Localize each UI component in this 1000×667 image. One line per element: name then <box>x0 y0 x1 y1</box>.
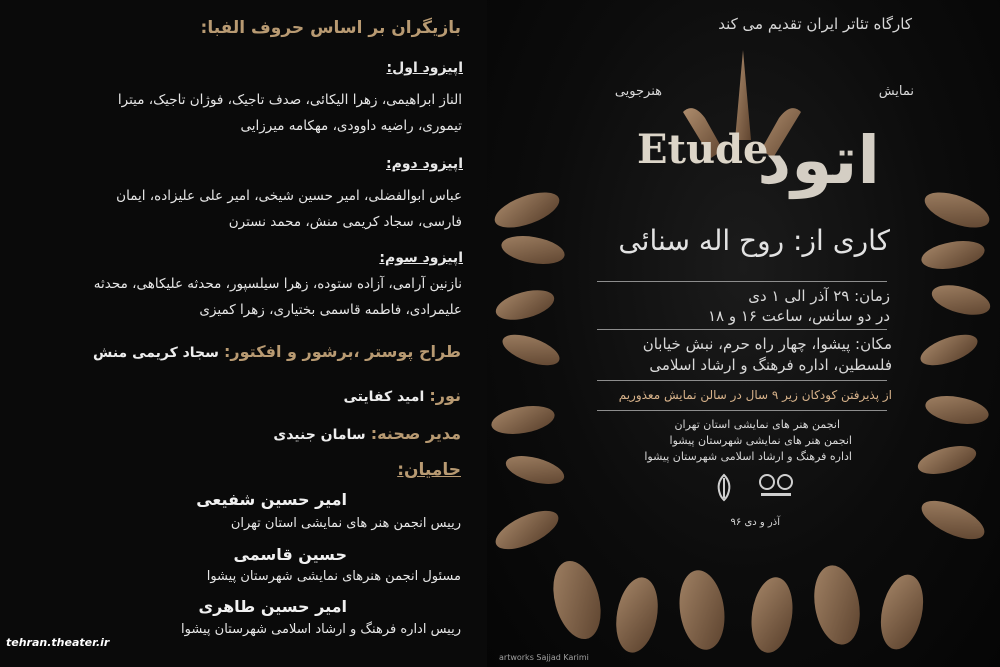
episode-2-line-1: عباس ابوالفضلی، امیر حسین شیخی، امیر علی علیزاده، ایمان <box>116 188 462 204</box>
poster-title-latin: Etude <box>637 126 769 173</box>
watermark: tehran.theater.ir <box>6 636 110 649</box>
cast-heading: بازیگران بر اساس حروف الفبا: <box>200 18 461 38</box>
poster-org-3: اداره فرهنگ و ارشاد اسلامی شهرستان پیشوا <box>644 450 852 463</box>
credit-role: طراح پوستر ،برشور و افکتور: <box>224 342 461 361</box>
episode-1-line-2: تیموری، راضیه داوودی، مهکامه میرزایی <box>240 118 462 134</box>
poster-student-label: هنرجویی <box>614 84 662 99</box>
sponsor-3-name: امیر حسین طاهری <box>198 597 347 616</box>
sponsor-3-title: رییس اداره فرهنگ و ارشاد اسلامی شهرستان پیشوا <box>181 622 461 637</box>
credit-poster-designer <box>93 342 461 361</box>
divider <box>597 410 887 411</box>
association-logo <box>755 472 799 502</box>
episode-1-label: اپیزود اول: <box>386 60 463 76</box>
sponsor-2-name: حسین قاسمی <box>233 545 347 564</box>
sponsors-heading: حامیان: <box>397 460 461 480</box>
episode-2-label: اپیزود دوم: <box>386 156 463 172</box>
credit-stage-manager <box>273 424 461 443</box>
poster-director: کاری از: روح اله سنائی <box>618 224 890 257</box>
poster-presents: کارگاه تئاتر ایران تقدیم می کند <box>718 15 912 33</box>
credit-lighting <box>343 386 461 405</box>
episode-3-label: اپیزود سوم: <box>379 250 463 266</box>
sponsor-1-title: رییس انجمن هنر های نمایشی استان تهران <box>230 516 461 531</box>
poster-time-line-1: زمان: ۲۹ آذر الی ۱ دی <box>748 287 890 305</box>
iran-emblem-logo <box>709 472 739 502</box>
poster-org-2: انجمن هنر های نمایشی شهرستان پیشوا <box>669 434 852 447</box>
credit-name: امید کفایتی <box>343 389 425 405</box>
credits-panel <box>0 0 487 667</box>
poster-artworks-credit: artworks Sajjad Karimi <box>499 653 589 662</box>
episode-2-line-2: فارسی، سجاد کریمی منش، محمد نسترن <box>228 214 462 230</box>
poster-show-label: نمایش <box>878 84 914 99</box>
poster-time-line-2: در دو سانس، ساعت ۱۶ و ۱۸ <box>707 307 890 325</box>
sponsor-2-title: مسئول انجمن هنرهای نمایشی شهرستان پیشوا <box>206 569 461 584</box>
divider <box>597 380 887 381</box>
poster-place-line-1: مکان: پیشوا، چهار راه حرم، نبش خیابان <box>642 335 892 353</box>
episode-3-line-2: علیمرادی، فاطمه قاسمی بختیاری، زهرا کمیزی <box>199 302 462 318</box>
hands-decoration <box>487 0 1000 667</box>
poster-notice: از پذیرفتن کودکان زیر ۹ سال در سالن نمایش معذوریم <box>618 388 892 402</box>
credit-name: سامان جنیدی <box>273 427 366 443</box>
episode-3-line-1: نازنین آرامی، آزاده ستوده، زهرا سیلسپور، محدثه علیکاهی، محدثه <box>93 276 462 292</box>
credit-role: مدیر صحنه: <box>370 424 461 443</box>
credit-name: سجاد کریمی منش <box>93 345 219 361</box>
divider <box>597 329 887 330</box>
poster-org-1: انجمن هنر های نمایشی استان تهران <box>674 418 840 431</box>
divider <box>597 281 887 282</box>
poster-date: آذر و دی ۹۶ <box>730 517 780 528</box>
poster <box>487 0 1000 667</box>
credit-role: نور: <box>429 386 461 405</box>
sponsor-1-name: امیر حسین شفیعی <box>196 490 347 509</box>
episode-1-line-1: الناز ابراهیمی، زهرا الیکائی، صدف تاجیک، فوژان تاجیک، میترا <box>117 92 462 108</box>
poster-place-line-2: فلسطین، اداره فرهنگ و ارشاد اسلامی <box>649 356 892 374</box>
poster-title-fa: اتود <box>757 122 880 199</box>
